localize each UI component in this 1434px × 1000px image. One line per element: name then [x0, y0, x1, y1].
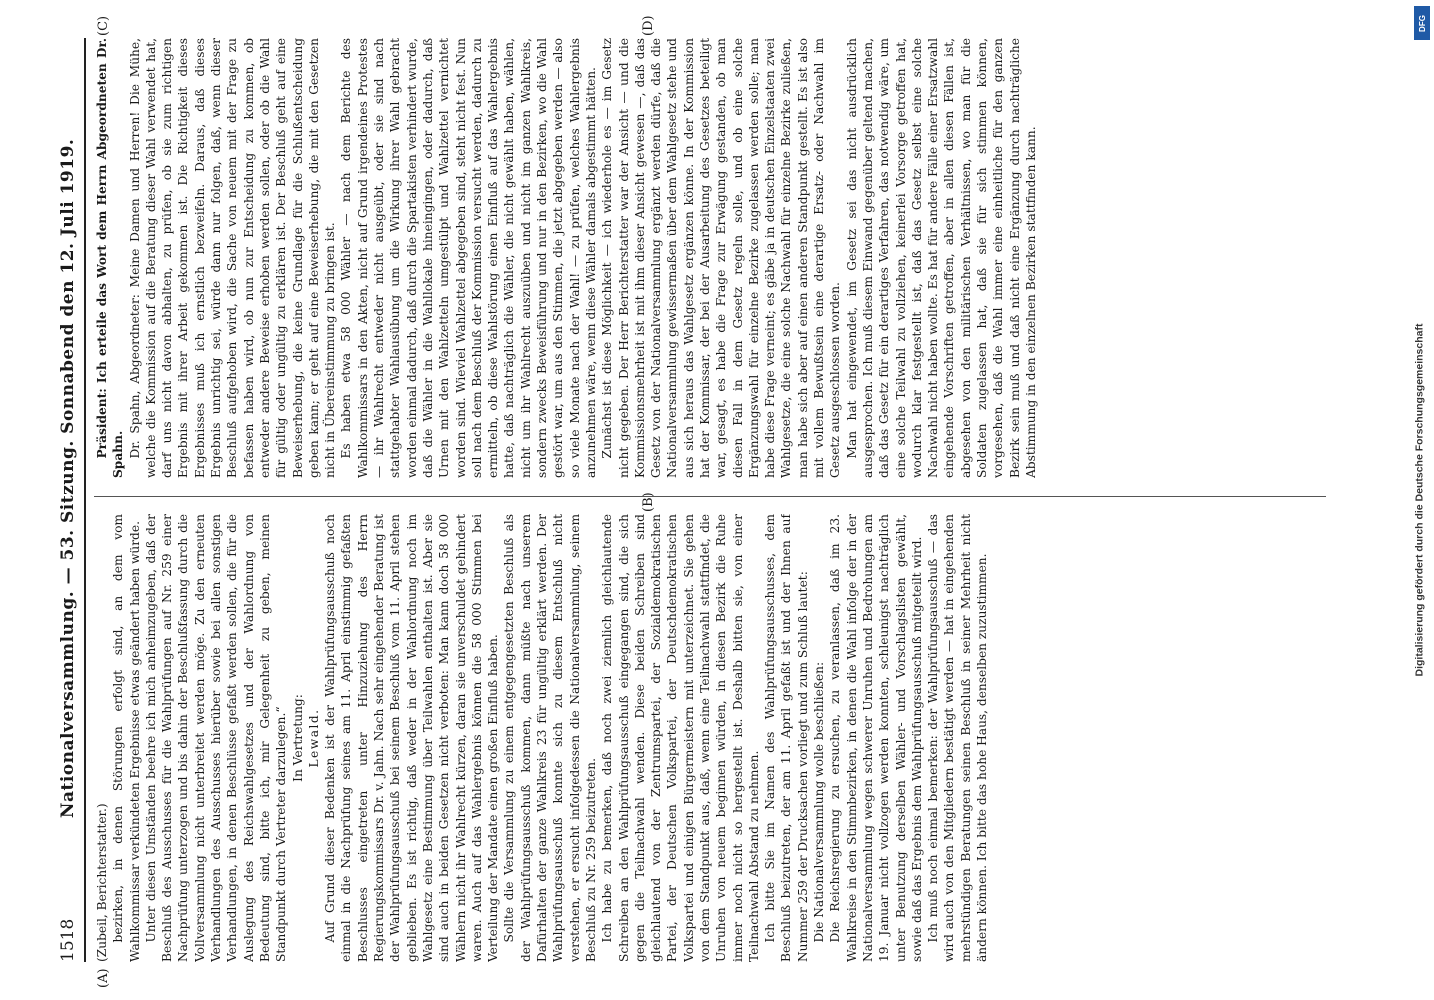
paragraph: Auf Grund dieser Bedenken ist der Wahlprüfungsausschuß noch einmal in die Nachprüfung seines am 11. April einstimmig gefaßten Beschlusses eingetreten unter Hinzuziehung des Herrn Regierungskommissars Dr. v. Jahn. Nach sehr eingehender Beratung ist der Wahlprüfungsausschuß bei seinem Beschluß vom 11. April stehen geblieben. Es ist richtig, daß weder in der Wahlordnung noch im Wahlgesetz eine Bestimmung über Teilwahlen enthalten ist. Aber sie sind auch in beiden Gesetzen nicht verboten: Man kann doch 58 000 Wählern nicht ihr Wahlrecht kürzen, daran sie unverschuldet gehindert waren. Auch auf das Wahlergebnis können die 58 000 Stimmen bei Verteilung der Mandate einen großen Einfluß haben. [323, 514, 501, 962]
paragraph: Sollte die Versammlung zu einem entgegengesetzten Beschluß als der Wahlprüfungsausschuß kommen, dann müßte nach unserem Dafürhalten der ganze Wahlkreis 23 für ungültig erklärt werden. Der Wahlprüfungsausschuß konnte sich zu diesem Entschluß nicht verstehen, er ersucht infolgedessen die Nationalversammlung, seinem Beschluß zu Nr. 259 beizutreten. [502, 514, 598, 962]
paragraph: bezirken, in denen Störungen erfolgt sind, an dem vom Wahlkommissar verkündeten Ergebnisse etwas geändert haben würde. [111, 514, 142, 962]
motion-text: Die Reichsregierung zu ersuchen, zu veranlassen, daß im 23. Wahlkreise in den Stimmbezirken, in denen die Wahl infolge der in der Nationalversammlung wegen schwerer Unruhen und Bedrohungen am 19. Januar nicht vollzogen werden konnten, schleunigst nachträglich unter Benutzung derselben Wähler- und Vorschlagslisten gewählt, sowie daß das Ergebnis dem Wahlprüfungsausschuß mitgeteilt wird. [828, 514, 924, 962]
page-title: Nationalversammlung. — 53. Sitzung. Sonnabend den 12. Juli 1919. [58, 138, 78, 819]
paragraph: Man hat eingewendet, im Gesetz sei das nicht ausdrücklich ausgesprochen. Ich muß diesem Einwand gegenüber geltend machen, daß das Gesetz für ein derartiges Verfahren, das notwendig wäre, um eine solche Teilwahl zu vollziehen, keinerlei Vorsorge getroffen hat, wodurch klar festgestellt ist, daß das Gesetz selbst eine solche Nachwahl nicht haben wollte. Es hat für andere Fälle einer Ersatzwahl eingehende Vorschriften getroffen, aber in allen diesen Fällen ist, abgesehen von den militärischen Verhältnissen, wo man für die Soldaten zugelassen hat, daß sie für sich stimmen können, vorgesehen, daß die Wahl immer eine einheitliche für den ganzen Bezirk sein muß und daß nicht eine Ergänzung durch nachträgliche Abstimmung in den einzelnen Bezirken stattfinden kann. [844, 38, 1038, 478]
paragraph: Ich habe zu bemerken, daß noch zwei ziemlich gleichlautende Schreiben an den Wahlprüfungsausschuß eingegangen sind, die sich gegen die Teilnachwahl wenden. Diese beiden Schreiben sind gleichlautend von der Zentrumspartei, der Sozialdemokratischen Partei, der Deutschen Volkspartei, der Deutschdemokratischen Volkspartei und einigen Bürgermeistern mit unterzeichnet. Sie gehen von dem Standpunkt aus, daß, wenn eine Teilnachwahl stattfindet, die Unruhen von neuem beginnen würden, in diesen Bezirk die Ruhe immer noch nicht so hergestellt ist. Deshalb bitten sie, von einer Teilnachwahl Abstand zu nehmen. [600, 514, 761, 962]
right-column [94, 38, 1346, 478]
speaker-line: (Zubeil, Berichterstatter.) [95, 803, 109, 962]
margin-marker-b: (B) [641, 492, 656, 512]
president-line: Präsident: Ich erteile das Wort dem Herrn Abgeordneten Dr. Spahn. [95, 38, 126, 478]
paragraph: Zunächst ist diese Möglichkeit — ich wiederhole es — im Gesetz nicht gegeben. Der Herr Berichterstatter war der Ansicht — und die Kommissionsmehrheit ist mit ihm dieser Ansicht gewesen —, daß das Gesetz von der Nationalversammlung ergänzt werden dürfe, daß die Nationalversammlung gewissermaßen über dem Wahlgesetz stehe und aus sich heraus das Wahlgesetz ergänzen könne. In der Kommission hat der Kommissar, der bei der Ausarbeitung des Gesetzes beteiligt war, gesagt, es habe die Frage zur Erwägung gestanden, ob man diesen Fall in dem Gesetz regeln solle, und ob eine solche Ergänzungswahl für einzelne Bezirke zugelassen werden solle; man habe diese Frage verneint; es gäbe ja in deutschen Einzelstaaten zwei Wahlgesetze, die eine solche Nachwahl für einzelne Bezirke zuließen, man habe sich aber auf einen anderen Standpunkt gestellt. Es ist also mit vollem Bewußtsein eine derartige Ersatz- oder Nachwahl im Gesetz ausgeschlossen worden. [600, 38, 843, 478]
paragraph: Ich bitte Sie im Namen des Wahlprüfungsausschusses, dem Beschluß beizutreten, der am 11. April gefaßt ist und der Ihnen auf Nummer 259 der Drucksachen vorliegt und zum Schluß lautet: [763, 514, 810, 962]
margin-marker-d: (D) [641, 15, 656, 36]
running-head [58, 38, 86, 962]
margin-marker-c: (C) [96, 15, 111, 36]
dfg-logo: DFG [1414, 6, 1430, 40]
column-divider [94, 496, 1326, 497]
paragraph: Ich muß noch einmal bemerken: der Wahlprüfungsausschuß — das wird auch von den Mitgliedern bestätigt werden — hat in eingehenden mehrstündigen Beratungen seinen Beschluß in seiner Mehrheit nicht ändern können. Ich bitte das hohe Haus, denselben zuzustimmen. [926, 514, 990, 962]
paragraph: Es haben etwa 58 000 Wähler — nach dem Berichte des Wahlkommissars in den Akten, nicht auf Grund irgendeines Protestes — ihr Wahlrecht entweder nicht ausgeübt, oder sie sind nach stattgehabter Wahlausübung um die Wirkung ihrer Wahl gebracht worden einmal dadurch, daß durch die Spartakisten verhindert wurde, daß die Wähler in die Wahllokale hineingingen, oder dadurch, daß Urnen mit den Wahlzetteln umgestülpt und Wahlzettel vernichtet worden sind. Wieviel Wahlzettel abgegeben sind, steht nicht fest. Nun soll nach dem Beschluß der Kommission versucht werden, dadurch zu ermitteln, ob diese Wahlstörung einen Einfluß auf das Wahlergebnis hatte, daß nachträglich die Wähler, die nicht gewählt haben, wählen, nicht um ihr Wahlrecht auszuüben und nicht im ganzen Wahlkreis, sondern zwecks Beweisführung und nur in den Bezirken, wo die Wahl gestört war, um aus den Stimmen, die jetzt abgegeben werden — also so viele Monate nach der Wahl! — zu prüfen, welches Wahlergebnis anzunehmen wäre, wenn diese Wähler damals abgestimmt hätten. [339, 38, 598, 478]
rotated-page [36, 0, 1366, 1000]
paragraph: Dr. Spahn, Abgeordneter: Meine Damen und Herren! Die Mühe, welche die Kommission auf die Beratung dieser Wahl verwendet hat, darf uns nicht davon abhalten, zu prüfen, ob sie zum richtigen Ergebnis mit ihrer Arbeit gekommen ist. Die Richtigkeit dieses Ergebnisses muß ich ernstlich bezweifeln. Daraus, daß dieses Ergebnis unrichtig sei, würde dann nur folgen, daß, wenn dieser Beschluß aufgehoben wird, die Sache von neuem mit der Frage zu befassen haben wird, ob nun zur Entscheidung zu kommen, ob entweder andere Beweise erhoben werden sollen, oder ob die Wahl für gültig oder ungültig zu erklären ist. Der Beschluß geht auf eine Beweiserhebung, die keine Grundlage für die Schlußentscheidung geben kann; er geht auf eine Beweiserhebung, die mit den Gesetzen nicht in Übereinstimmung zu bringen ist. [127, 38, 338, 478]
credit-text: Digitalisierung gefördert durch die Deutsche Forschungsgemeinschaft [1413, 323, 1426, 677]
signature-line: In Vertretung: [290, 694, 305, 782]
page-number: 1518 [58, 918, 78, 962]
digitization-credit [1406, 0, 1432, 1000]
paragraph: Unter diesen Umständen beehre ich mich anheimzugeben, daß der Beschluß des Ausschusses für die Wahlprüfungen auf Nr. 259 einer Nachprüfung unterzogen und bis dahin der Beschlußfassung durch die Vollversammlung nicht unterbreitet werden möge. Zu den erneuten Verhandlungen des Ausschusses hierüber sowie bei allen sonstigen Verhandlungen, in denen Beschlüsse gefaßt werden sollen, die für die Auslegung des Reichswahlgesetzes und der Wahlordnung von Bedeutung sind, bitte ich, mir Gelegenheit zu geben, meinen Standpunkt durch Vertreter darzulegen.“ [143, 514, 289, 962]
signature-name: Lewald. [306, 708, 321, 768]
margin-marker-a: (A) [96, 968, 111, 988]
left-column [94, 514, 1346, 962]
motion-heading: Die Nationalversammlung wolle beschließen: [812, 661, 827, 943]
